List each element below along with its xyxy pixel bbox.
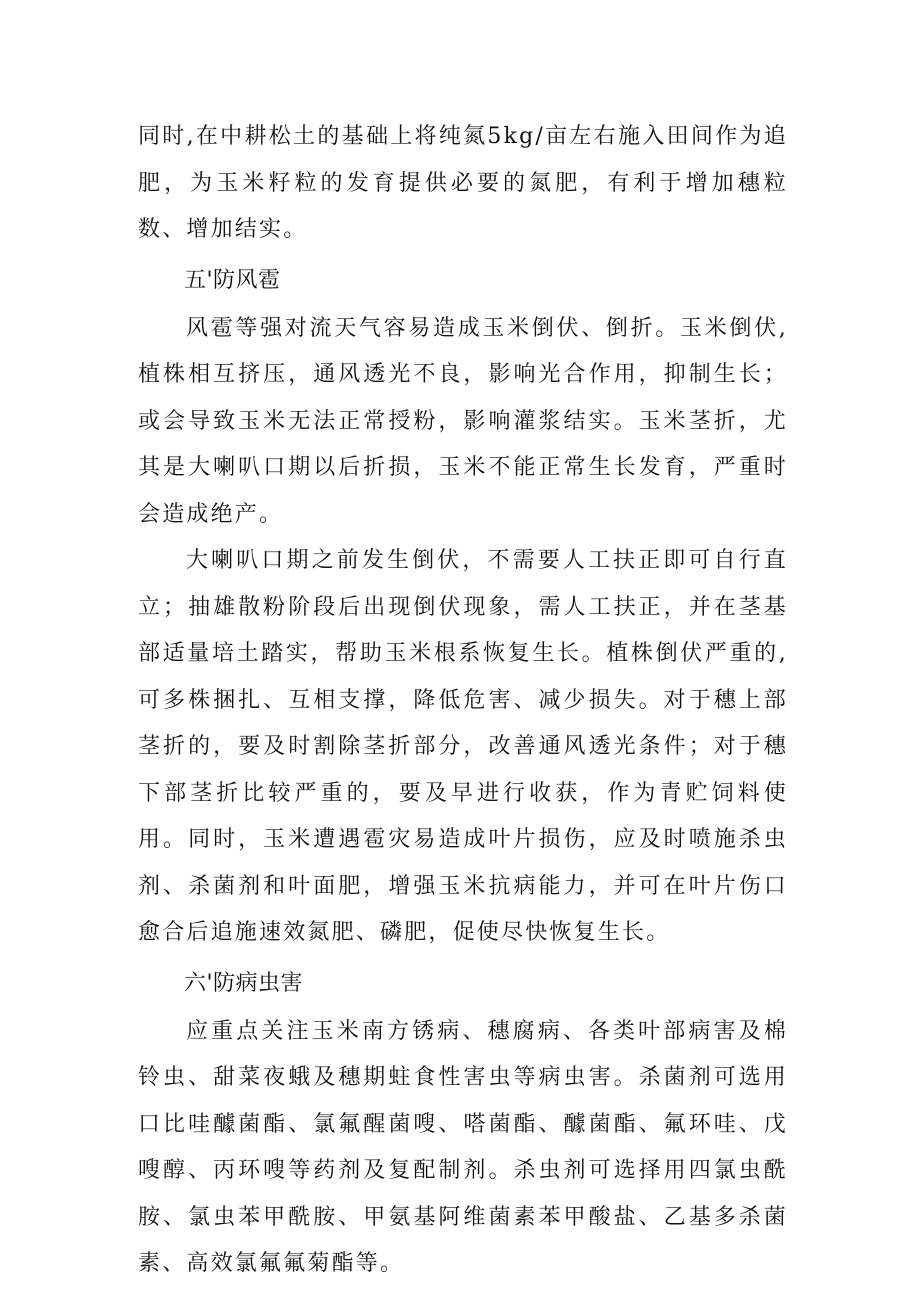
pest-paragraph-1: 应重点关注玉米南方锈病、穗腐病、各类叶部病害及棉铃虫、甜菜夜蛾及穗期蛀食性害虫等病虫害。杀菌剂可选用口比哇醵菌酯、氯氟醒菌嗖、嗒菌酯、醵菌酯、氟环哇、戊嗖醇、丙环嗖等药剂及复配制剂。杀虫剂可选择用四氯虫酰胺、氯虫苯甲酰胺、甲氨基阿维菌素苯甲酸盐、乙基多杀菌素、高效氯氟氟菊酯等。: [138, 1018, 788, 1276]
section-heading-pest-prevention: 六'防病虫害: [184, 970, 304, 996]
section-heading-hail-prevention: 五'防风雹: [184, 267, 281, 293]
intro-paragraph: 同时,在中耕松土的基础上将纯氮5kg/亩左右施入田间作为追肥，为玉米籽粒的发育提供必要的氮肥，有利于增加穗粒数、增加结实。: [138, 124, 788, 242]
document-body: [138, 114, 788, 1288]
hail-paragraph-2: 大喇叭口期之前发生倒伏，不需要人工扶正即可自行直立；抽雄散粉阶段后出现倒伏现象，需人工扶正，并在茎基部适量培土踏实，帮助玉米根系恢复生长。植株倒伏严重的,可多株捆扎、互相支撑，降低危害、减少损失。对于穗上部茎折的，要及时割除茎折部分，改善通风透光条件；对于穗下部茎折比较严重的，要及早进行收获，作为青贮饲料使用。同时，玉米遭遇雹灾易造成叶片损伤，应及时喷施杀虫剂、杀菌剂和叶面肥，增强玉米抗病能力，并可在叶片伤口愈合后追施速效氮肥、磷肥，促使尽快恢复生长。: [138, 548, 788, 945]
hail-paragraph-1: 风雹等强对流天气容易造成玉米倒伏、倒折。玉米倒伏,植株相互挤压，通风透光不良，影响光合作用，抑制生长；或会导致玉米无法正常授粉，影响灌浆结实。玉米茎折，尤其是大喇叭口期以后折损，玉米不能正常生长发育，严重时会造成绝产。: [138, 315, 788, 527]
